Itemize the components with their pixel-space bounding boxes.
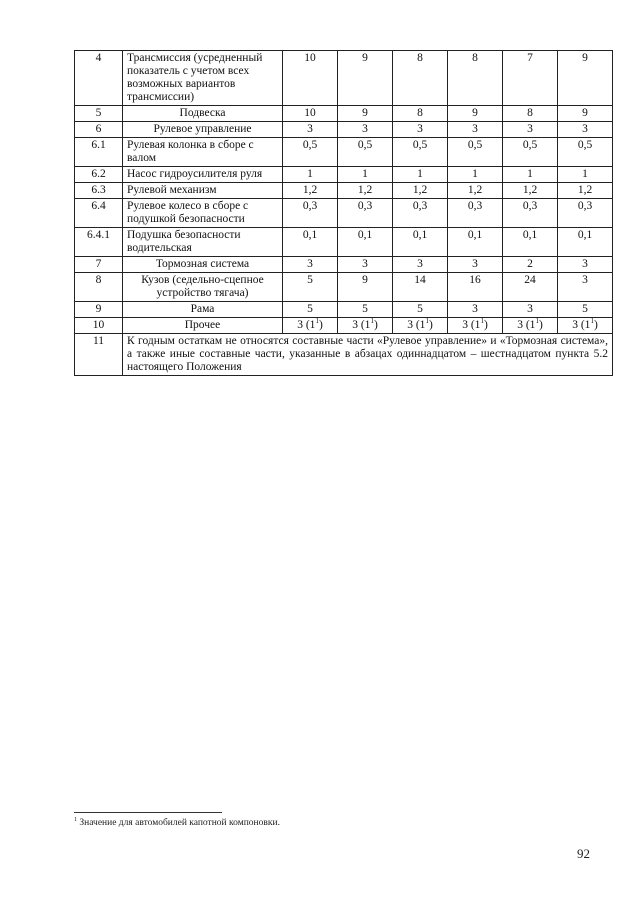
component-name: Рулевой механизм [123, 183, 283, 199]
value-text: 3 (1 [297, 319, 316, 331]
value-cell: 1,2 [393, 183, 448, 199]
value-cell: 5 [558, 302, 613, 318]
value-suffix: ) [538, 319, 543, 331]
value-cell [558, 318, 613, 334]
value-cell: 3 [338, 122, 393, 138]
value-cell: 0,3 [448, 199, 503, 228]
row-number: 6.4 [75, 199, 123, 228]
value-cell: 0,1 [558, 228, 613, 257]
value-cell: 9 [338, 106, 393, 122]
row-number: 4 [75, 51, 123, 106]
component-name: Тормозная система [123, 257, 283, 273]
components-table [74, 50, 613, 376]
value-cell: 0,5 [283, 138, 338, 167]
value-suffix: ) [593, 319, 598, 331]
value-cell: 0,3 [393, 199, 448, 228]
table-row-note [75, 334, 613, 376]
value-cell: 1,2 [338, 183, 393, 199]
value-cell: 0,1 [283, 228, 338, 257]
value-cell: 0,3 [338, 199, 393, 228]
value-cell: 1 [448, 167, 503, 183]
table-row [75, 138, 613, 167]
row-number: 6.3 [75, 183, 123, 199]
value-cell: 1,2 [503, 183, 558, 199]
value-cell: 3 [393, 122, 448, 138]
value-text: 3 (1 [407, 319, 426, 331]
component-name: Рулевое колесо в сборе с подушкой безопасности [123, 199, 283, 228]
table-body [75, 51, 613, 376]
table-row [75, 257, 613, 273]
value-suffix: ) [428, 319, 433, 331]
value-cell: 2 [503, 257, 558, 273]
value-cell: 5 [393, 302, 448, 318]
table-row [75, 228, 613, 257]
value-cell: 0,5 [503, 138, 558, 167]
value-cell: 5 [338, 302, 393, 318]
value-cell: 8 [503, 106, 558, 122]
value-cell: 3 [448, 302, 503, 318]
value-cell: 1 [338, 167, 393, 183]
value-cell: 9 [558, 106, 613, 122]
table-row [75, 106, 613, 122]
value-cell: 0,5 [338, 138, 393, 167]
value-cell: 0,3 [558, 199, 613, 228]
value-cell: 0,1 [448, 228, 503, 257]
page-number: 92 [577, 846, 590, 861]
value-cell: 0,5 [393, 138, 448, 167]
value-cell: 24 [503, 273, 558, 302]
value-cell: 8 [393, 51, 448, 106]
value-cell: 7 [503, 51, 558, 106]
value-cell: 1 [283, 167, 338, 183]
value-cell: 3 [283, 257, 338, 273]
value-cell [448, 318, 503, 334]
component-name: Рама [123, 302, 283, 318]
row-number: 6.1 [75, 138, 123, 167]
value-cell: 1,2 [448, 183, 503, 199]
row-number: 10 [75, 318, 123, 334]
row-number: 6.2 [75, 167, 123, 183]
value-text: 3 (1 [517, 319, 536, 331]
value-cell: 0,1 [338, 228, 393, 257]
component-name: Прочее [123, 318, 283, 334]
value-cell: 10 [283, 51, 338, 106]
value-text: 3 (1 [462, 319, 481, 331]
table-row [75, 302, 613, 318]
value-cell: 1 [503, 167, 558, 183]
value-cell: 3 [283, 122, 338, 138]
row-number: 8 [75, 273, 123, 302]
value-text: 3 (1 [572, 319, 591, 331]
footnote-ref: 1 [425, 317, 429, 326]
value-cell: 3 [393, 257, 448, 273]
value-cell: 5 [283, 302, 338, 318]
row-number: 9 [75, 302, 123, 318]
value-cell: 8 [393, 106, 448, 122]
value-cell: 3 [558, 257, 613, 273]
footnote-marker: 1 [74, 816, 77, 823]
component-name: Кузов (седельно-сцепное устройство тягача) [123, 273, 283, 302]
footnote-ref: 1 [590, 317, 594, 326]
value-suffix: ) [373, 319, 378, 331]
value-cell: 1 [393, 167, 448, 183]
value-cell: 3 [558, 122, 613, 138]
value-cell: 9 [558, 51, 613, 106]
row-number: 6 [75, 122, 123, 138]
value-cell [338, 318, 393, 334]
value-cell: 5 [283, 273, 338, 302]
value-cell: 9 [338, 273, 393, 302]
value-cell: 8 [448, 51, 503, 106]
component-name: Трансмиссия (усредненный показатель с учетом всех возможных вариантов трансмиссии) [123, 51, 283, 106]
value-cell: 0,1 [393, 228, 448, 257]
footnote [74, 818, 280, 828]
table-row [75, 51, 613, 106]
value-suffix: ) [318, 319, 323, 331]
value-cell: 9 [338, 51, 393, 106]
value-cell: 3 [503, 302, 558, 318]
table-row [75, 199, 613, 228]
value-cell [393, 318, 448, 334]
value-cell: 0,3 [503, 199, 558, 228]
row-number: 6.4.1 [75, 228, 123, 257]
value-text: 3 (1 [352, 319, 371, 331]
value-cell: 0,1 [503, 228, 558, 257]
footnote-ref: 1 [535, 317, 539, 326]
table-row [75, 273, 613, 302]
table-row [75, 318, 613, 334]
value-cell: 3 [338, 257, 393, 273]
value-cell: 9 [448, 106, 503, 122]
value-cell: 16 [448, 273, 503, 302]
footnote-text: Значение для автомобилей капотной компоновки. [77, 818, 280, 828]
value-cell: 14 [393, 273, 448, 302]
value-cell: 1 [558, 167, 613, 183]
component-name: Подвеска [123, 106, 283, 122]
value-cell: 3 [448, 122, 503, 138]
note-text: К годным остаткам не относятся составные части «Рулевое управление» и «Тормозная система», а также иные составные части, указанные в абзацах одиннадцатом – шестнадцатом пункта 5.2 настоящего Положения [123, 334, 613, 376]
value-cell: 3 [448, 257, 503, 273]
table-row [75, 122, 613, 138]
table-row [75, 183, 613, 199]
value-cell [283, 318, 338, 334]
table-row [75, 167, 613, 183]
component-name: Насос гидроусилителя руля [123, 167, 283, 183]
footnote-ref: 1 [480, 317, 484, 326]
footnote-ref: 1 [315, 317, 319, 326]
value-cell: 10 [283, 106, 338, 122]
value-cell: 3 [558, 273, 613, 302]
component-name: Рулевая колонка в сборе с валом [123, 138, 283, 167]
value-cell: 0,5 [448, 138, 503, 167]
component-name: Подушка безопасности водительская [123, 228, 283, 257]
value-cell: 0,5 [558, 138, 613, 167]
value-cell [503, 318, 558, 334]
component-name: Рулевое управление [123, 122, 283, 138]
row-number: 11 [75, 334, 123, 376]
value-cell: 0,3 [283, 199, 338, 228]
row-number: 7 [75, 257, 123, 273]
value-cell: 1,2 [558, 183, 613, 199]
value-cell: 1,2 [283, 183, 338, 199]
footnote-ref: 1 [370, 317, 374, 326]
value-cell: 3 [503, 122, 558, 138]
row-number: 5 [75, 106, 123, 122]
footnote-divider [74, 812, 222, 813]
value-suffix: ) [483, 319, 488, 331]
